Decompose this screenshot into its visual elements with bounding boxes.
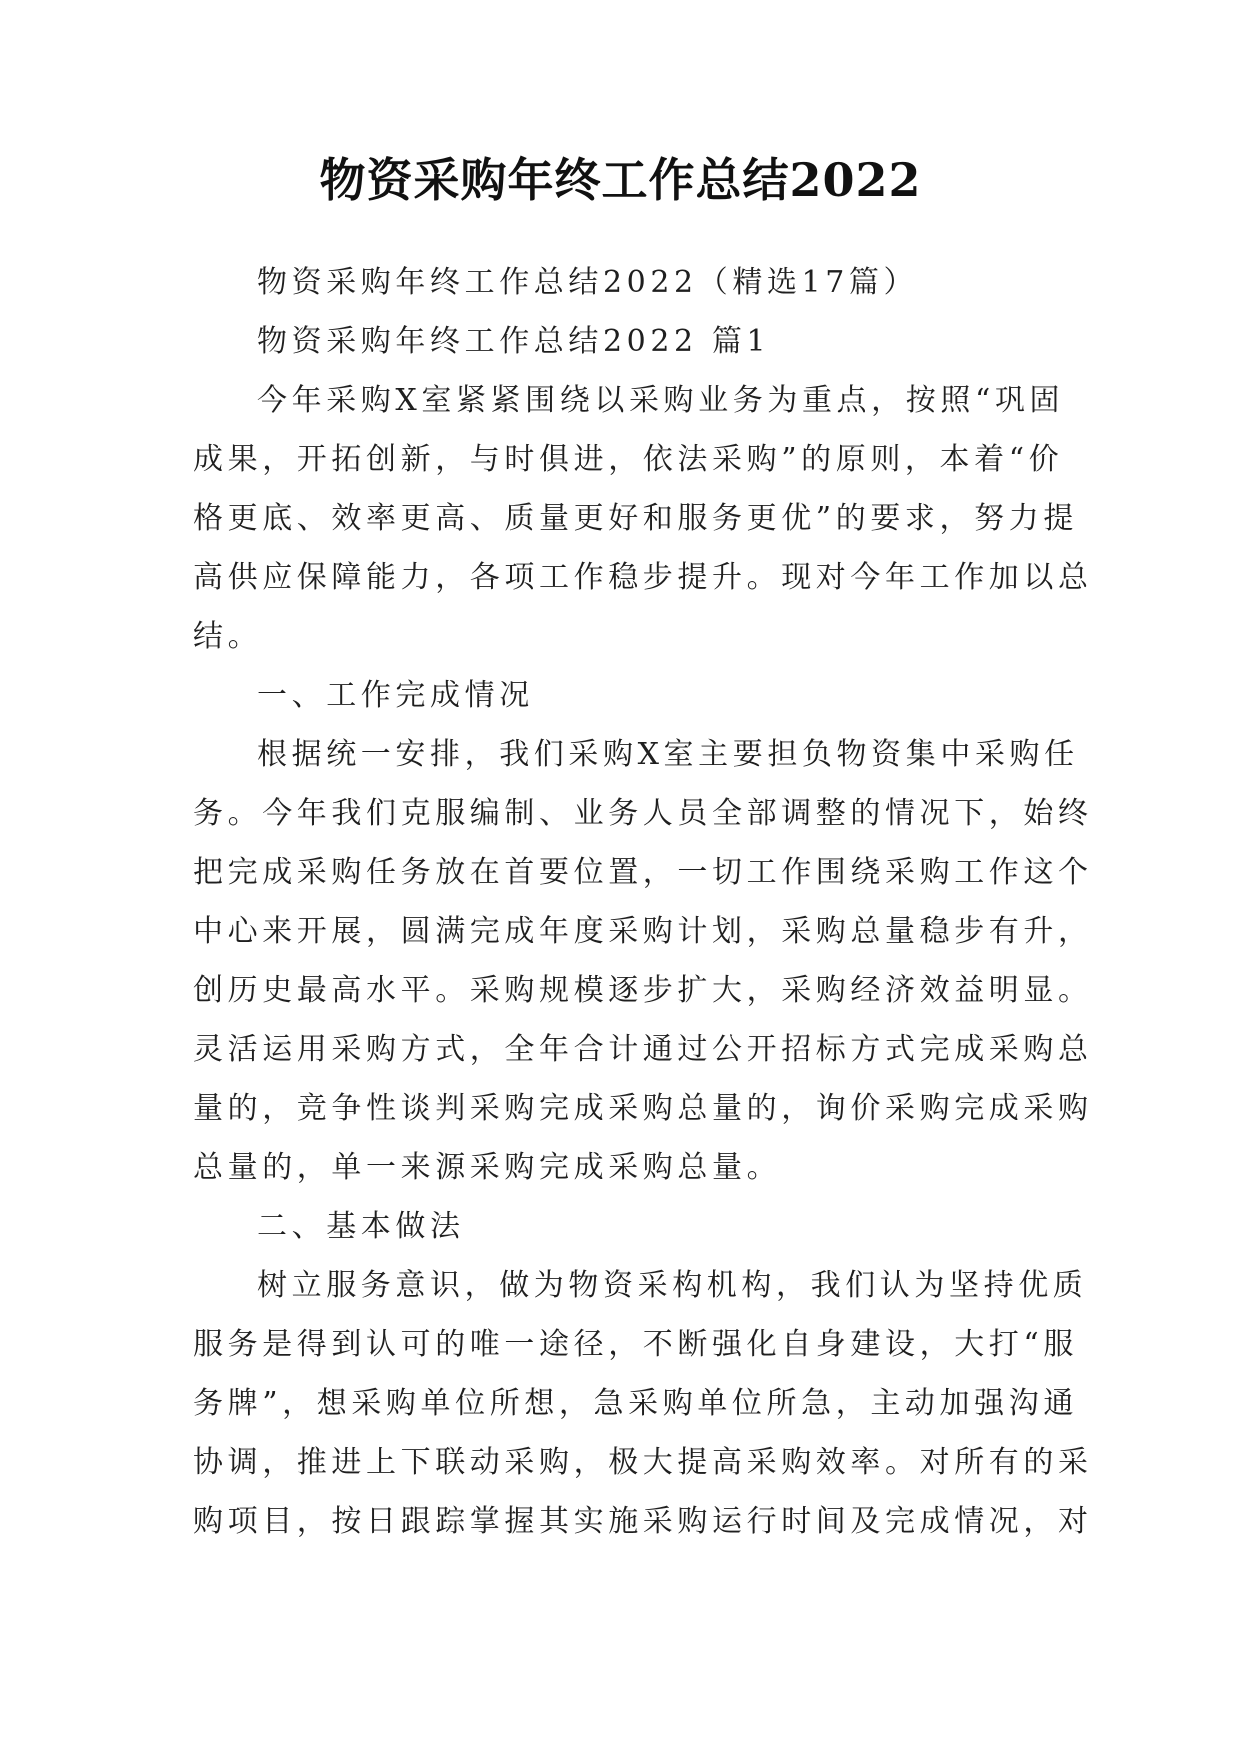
text-line: 高供应保障能力，各项工作稳步提升。现对今年工作加以总 bbox=[193, 560, 1093, 595]
text-line: 总量的，单一来源采购完成采购总量。 bbox=[193, 1150, 782, 1185]
text-line: 结。 bbox=[193, 619, 263, 654]
text-line: 今年采购X室紧紧围绕以采购业务为重点，按照“巩固 bbox=[257, 383, 1065, 418]
text-line: 二、基本做法 bbox=[257, 1209, 465, 1244]
text-line: 协调，推进上下联动采购，极大提高采购效率。对所有的采 bbox=[193, 1445, 1093, 1480]
text-line: 物资采购年终工作总结2022（精选17篇） bbox=[257, 265, 919, 300]
text-line: 务牌”，想采购单位所想，急采购单位所急，主动加强沟通 bbox=[193, 1386, 1078, 1421]
text-line: 量的，竞争性谈判采购完成采购总量的，询价采购完成采购 bbox=[193, 1091, 1093, 1126]
text-line: 中心来开展，圆满完成年度采购计划，采购总量稳步有升， bbox=[193, 914, 1093, 949]
text-line: 物资采购年终工作总结2022 篇1 bbox=[257, 324, 771, 359]
text-line: 根据统一安排，我们采购X室主要担负物资集中采购任 bbox=[257, 737, 1079, 772]
text-line: 成果，开拓创新，与时俱进，依法采购”的原则，本着“价 bbox=[193, 442, 1064, 477]
document-body bbox=[193, 253, 1093, 1551]
text-line: 创历史最高水平。采购规模逐步扩大，采购经济效益明显。 bbox=[193, 973, 1093, 1008]
text-line: 务。今年我们克服编制、业务人员全部调整的情况下，始终 bbox=[193, 796, 1093, 831]
text-line: 服务是得到认可的唯一途径，不断强化自身建设，大打“服 bbox=[193, 1327, 1078, 1362]
text-line: 一、工作完成情况 bbox=[257, 678, 534, 713]
text-line: 购项目，按日跟踪掌握其实施采购运行时间及完成情况，对 bbox=[193, 1504, 1093, 1539]
text-line: 格更底、效率更高、质量更好和服务更优”的要求，努力提 bbox=[193, 501, 1078, 536]
text-line: 树立服务意识，做为物资采构机构，我们认为坚持优质 bbox=[257, 1268, 1088, 1303]
text-line: 把完成采购任务放在首要位置，一切工作围绕采购工作这个 bbox=[193, 855, 1093, 890]
document-title: 物资采购年终工作总结2022 bbox=[319, 153, 922, 207]
text-line: 灵活运用采购方式，全年合计通过公开招标方式完成采购总 bbox=[193, 1032, 1093, 1067]
